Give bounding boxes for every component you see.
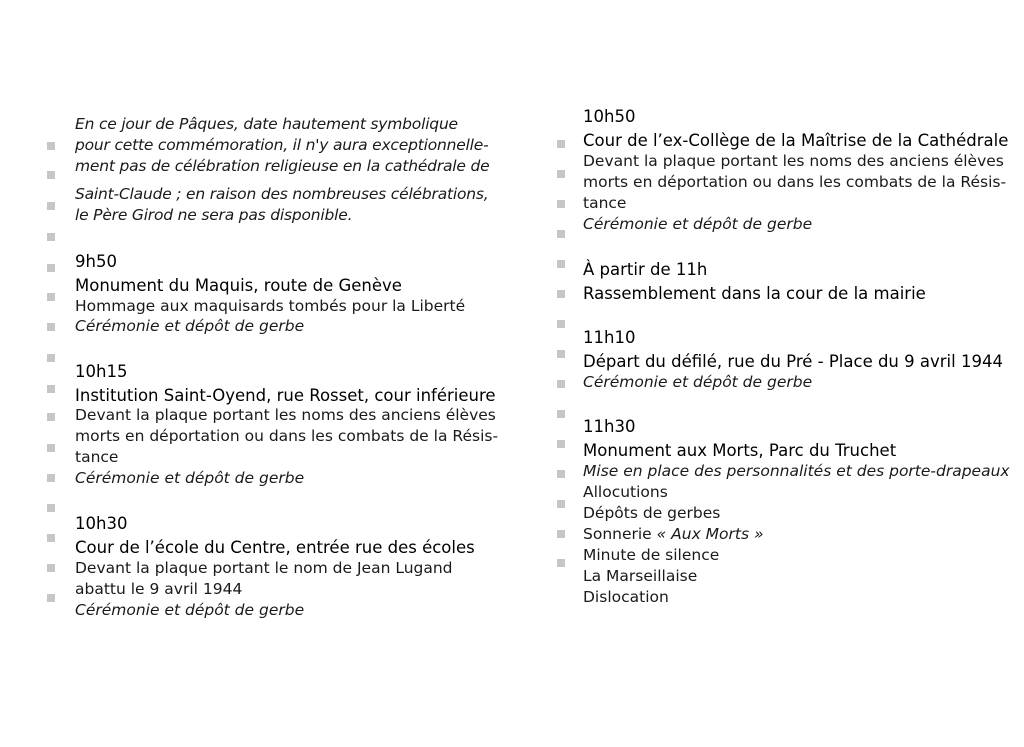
- bullet-square: [47, 142, 55, 150]
- bullet-square: [47, 385, 55, 393]
- event-detail: morts en déportation ou dans les combats de la Résis-: [583, 173, 1007, 191]
- bullet-square: [557, 410, 565, 418]
- bullet-square: [557, 290, 565, 298]
- bullet-square: [557, 320, 565, 328]
- intro-line: Saint-Claude ; en raison des nombreuses célébrations,: [75, 185, 489, 203]
- event-ceremony: Cérémonie et dépôt de gerbe: [75, 601, 305, 619]
- event-time: 11h10: [583, 328, 636, 347]
- event-ceremony: Cérémonie et dépôt de gerbe: [75, 317, 305, 335]
- bullet-square: [557, 440, 565, 448]
- bullet-square: [47, 293, 55, 301]
- event-detail-italic: « Aux Morts »: [656, 525, 764, 543]
- bullet-square: [47, 323, 55, 331]
- event-detail: Mise en place des personnalités et des porte-drapeaux: [583, 462, 1010, 480]
- event-detail: [583, 524, 764, 545]
- event-detail: La Marseillaise: [583, 567, 698, 585]
- event-place: Monument du Maquis, route de Genève: [75, 276, 402, 295]
- intro-line: En ce jour de Pâques, date hautement symbolique: [75, 115, 458, 133]
- event-time: 11h30: [583, 417, 636, 436]
- bullet-square: [557, 559, 565, 567]
- event-time: 10h30: [75, 514, 128, 533]
- bullet-square: [47, 354, 55, 362]
- event-detail: Hommage aux maquisards tombés pour la Liberté: [75, 297, 466, 315]
- bullet-square: [557, 200, 565, 208]
- bullet-square: [557, 230, 565, 238]
- bullet-square: [557, 500, 565, 508]
- bullet-square: [47, 171, 55, 179]
- event-place: Monument aux Morts, Parc du Truchet: [583, 441, 897, 460]
- event-place: Cour de l’ex-Collège de la Maîtrise de la Cathédrale: [583, 131, 1009, 150]
- bullet-square: [47, 264, 55, 272]
- bullet-square: [557, 140, 565, 148]
- event-time: 10h50: [583, 107, 636, 126]
- event-detail: morts en déportation ou dans les combats de la Résis-: [75, 427, 499, 445]
- intro-line: le Père Girod ne sera pas disponible.: [75, 206, 353, 224]
- event-detail: Minute de silence: [583, 546, 720, 564]
- event-detail: Dislocation: [583, 588, 669, 606]
- event-detail: Devant la plaque portant le nom de Jean Lugand: [75, 559, 453, 577]
- event-detail: Devant la plaque portant les noms des anciens élèves: [583, 152, 1004, 170]
- event-detail: tance: [75, 448, 119, 466]
- event-place: Rassemblement dans la cour de la mairie: [583, 284, 926, 303]
- bullet-square: [557, 470, 565, 478]
- bullet-square: [47, 534, 55, 542]
- bullet-square: [557, 170, 565, 178]
- bullet-square: [557, 350, 565, 358]
- event-ceremony: Cérémonie et dépôt de gerbe: [75, 469, 305, 487]
- event-detail: Devant la plaque portant les noms des anciens élèves: [75, 406, 496, 424]
- event-ceremony: Cérémonie et dépôt de gerbe: [583, 373, 813, 391]
- event-place: Départ du défilé, rue du Pré - Place du 9 avril 1944: [583, 352, 1003, 371]
- bullet-square: [47, 594, 55, 602]
- bullet-square: [47, 564, 55, 572]
- bullet-square: [47, 504, 55, 512]
- bullet-square: [47, 413, 55, 421]
- bullet-square: [47, 444, 55, 452]
- bullet-square: [557, 260, 565, 268]
- intro-line: pour cette commémoration, il n'y aura exceptionnelle-: [75, 136, 489, 154]
- event-time: 10h15: [75, 362, 128, 381]
- event-detail: tance: [583, 194, 627, 212]
- event-detail: Allocutions: [583, 483, 668, 501]
- event-detail: abattu le 9 avril 1944: [75, 580, 243, 598]
- event-place: Institution Saint-Oyend, rue Rosset, cour inférieure: [75, 386, 496, 405]
- event-place: Cour de l’école du Centre, entrée rue des écoles: [75, 538, 475, 557]
- bullet-square: [47, 233, 55, 241]
- bullet-square: [47, 474, 55, 482]
- intro-line: ment pas de célébration religieuse en la cathédrale de: [75, 157, 490, 175]
- bullet-square: [47, 202, 55, 210]
- bullet-square: [557, 380, 565, 388]
- bullet-square: [557, 530, 565, 538]
- event-time: 9h50: [75, 252, 117, 271]
- event-ceremony: Cérémonie et dépôt de gerbe: [583, 215, 813, 233]
- event-detail: Dépôts de gerbes: [583, 504, 721, 522]
- event-detail-text: Sonnerie: [583, 525, 657, 543]
- event-time: À partir de 11h: [583, 260, 708, 279]
